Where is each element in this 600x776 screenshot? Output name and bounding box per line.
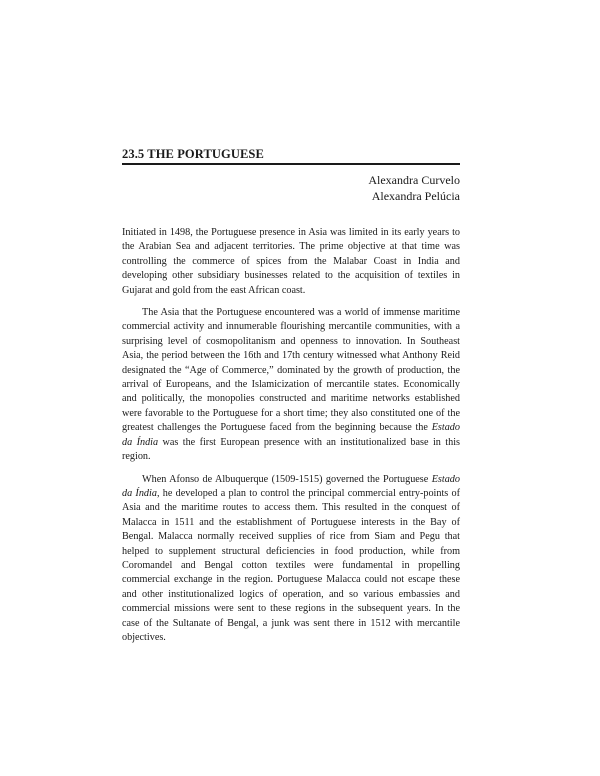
paragraph-3-text-a: When Afonso de Albuquerque (1509-1515) governed the Portuguese bbox=[142, 473, 432, 485]
author-block bbox=[368, 172, 460, 204]
paragraph-2 bbox=[122, 306, 460, 464]
paragraph-3 bbox=[122, 473, 460, 646]
paragraph-3-text-b: , he developed a plan to control the principal commercial entry-points of Asia and the maritime routes to access them. This resulted in the conquest of Malacca in 1511 and the establishment of Portuguese interests in the Bay of Bengal. Malacca normally received supplies of rice from Siam and Pegu that helped to supplement structural deficiencies in food production, while from Coromandel and Bengal cotton textiles were fundamental in propelling commercial exchange in the region. Portuguese Malacca could not escape these and other institutionalized logics of operation, and so various embassies and commercial missions were sent to these regions in the subsequent years. In the case of the Sultanate of Bengal, a junk was sent there in 1512 with mercantile objectives. bbox=[122, 487, 460, 643]
paragraph-2-text-b: was the first European presence with an institutionalized base in this region. bbox=[122, 436, 460, 463]
title-divider bbox=[122, 163, 460, 165]
section-title: 23.5 THE PORTUGUESE bbox=[122, 147, 264, 161]
author-name: Alexandra Pelúcia bbox=[371, 189, 460, 203]
paragraph-1: Initiated in 1498, the Portuguese presence in Asia was limited in its early years to the Arabian Sea and adjacent territories. The prime objective at that time was controlling the commerce of spices from the Malabar Coast in India and developing other subsidiary businesses related to the acquisition of textiles in Gujarat and gold from the east African coast. bbox=[122, 227, 460, 296]
paragraph-3-italic-term: Estado da Índia bbox=[122, 473, 460, 499]
paragraph-2-text-a: The Asia that the Portuguese encountered was a world of immense maritime commercial activity and innumerable flourishing mercantile communities, with a surprising level of cosmopolitanism and openness to innovation. In Southeast Asia, the period between the 16th and 17th century witnessed what Anthony Reid designated the “Age of Commerce,” dominated by the growth of production, the arrival of Europeans, and the Islamicization of mercantile states. Economically and politically, the monopolies constructed and maritime networks established were favorable to the Portuguese for a short time; they also constituted one of the greatest challenges the Portuguese faced from the beginning because the bbox=[122, 307, 460, 434]
paragraph-2-italic-term: Estado da Índia bbox=[122, 422, 460, 448]
body-text bbox=[122, 226, 460, 653]
author-name: Alexandra Curvelo bbox=[368, 173, 460, 187]
